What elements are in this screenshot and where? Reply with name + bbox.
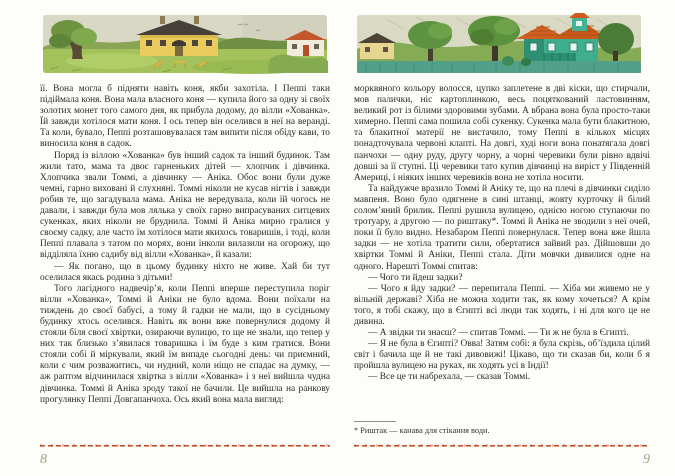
page-number-left: 8 xyxy=(40,452,47,467)
body-paragraph: — Все це ти набрехала, — сказав Томмі. xyxy=(368,372,531,383)
body-paragraph: — Чого ти йдеш задки? xyxy=(368,272,463,283)
right-page-text xyxy=(354,84,650,419)
body-paragraph: Та найдужче вразило Томмі й Аніку те, що на плечі в дівчинки сиділо мавпеня. Воно було одягнене в сині штанці, жовту курточку й білий солом’яний брилик. Пеппі рушила вулицею, однією ногою ступаючи по тротуару, а другою — по риштаку*. Томмі й Аніка не зводили з неї очей, поки її було видно. Незабаром Пеппі повернулася. Тепер вона вже йшла задки — не хотіла тратити сили, обертатися зайвий раз. Дійшовши до хвіртки Томмі й Аніки, Пеппі стала. Діти мовчки дивилися одне на одного. Нарешті Томмі спитав: xyxy=(354,183,650,272)
footnote: * Риштак — канава для стікання води. xyxy=(354,426,490,435)
left-page-footer xyxy=(40,444,330,468)
body-paragraph: — А звідки ти знаєш? — спитав Томмі. — Ти ж не була в Єгипті. xyxy=(368,328,629,339)
body-paragraph: — Чого я йду задки? — перепитала Пеппі. — Хіба ми живемо не у вільній державі? Хіба не можна ходити так, як кому хочеться? А крім того, я тобі скажу, що в Єгипті всі люди так ходять, і ні для кого це не дивина. xyxy=(354,283,650,327)
right-page-illustration xyxy=(356,13,648,75)
decorative-dashed-rule xyxy=(40,444,330,447)
left-page-text xyxy=(40,84,330,444)
body-paragraph: Того лагідного надвечір’я, коли Пеппі вперше переступила поріг вілли «Хованка», Томмі й Аніки не було вдома. Вони поїхали на тиждень до своєї бабусі, а тому й гадки не мали, що в сусідньому будинку хтось оселився. Навіть як вони вже повернулися додому й стояли біля своєї хвіртки, озираючи вулицю, то ще не знали, що тепер у них так близько з’явилася товаришка і їм буде з ким гратися. Вони стояли собі й міркували, який їм випаде сьогодні день: чи приємний, коли є чим розважитись, чи нудний, коли ніщо не спадає на думку, — аж раптом відчинилася хвіртка з вілли «Хованка» і з неї вийшла чудна дівчинка. Томмі й Аніка зроду такої не бачили. Це вийшла на ранкову прогулянку Пеппі Довгапанчоха. Ось який вона мала вигляд: xyxy=(40,283,330,405)
yellow-farmhouse-meadow-illustration xyxy=(42,13,328,75)
left-page xyxy=(40,10,330,468)
right-page xyxy=(354,10,650,468)
body-paragraph: — Я не була в Єгипті? Овва! Затям собі: я була скрізь, об’їздила цілий світ і бачила ще й не такі дивовижі! Цікаво, що ти сказав би, коли б я пройшла вулицею на руках, як ходять усі в Індії! xyxy=(354,339,650,372)
right-page-footer xyxy=(354,419,650,468)
decorative-dashed-rule xyxy=(354,444,650,447)
left-page-illustration xyxy=(42,13,328,75)
body-paragraph: — Як погано, що в цьому будинку ніхто не живе. Хай би тут оселилася якась родина з дітьми! xyxy=(40,261,330,283)
body-paragraph: Поряд із віллою «Хованка» був інший садок та інший будинок. Там жили тато, мама та двоє гарненьких дітей — хлопчик і дівчинка. Хлопчика звали Томмі, а дівчинку — Аніка. Обоє вони були дуже чемні, гарно виховані й слухняні. Томмі ніколи не кусав нігтів і завжди робив те, що загадувала мама. Аніка не вередувала, коли їй чогось не давали, і завжди була мов лялька у своїх гарно випрасуваних ситцевих сукенках, яких ніколи не бруднила. Томмі й Аніка мирно гралися у своєму садку, але часто їм хотілося мати якихось товаришів, і тоді, коли Пеппі плавала з татом по морях, вони інколи вилазили на огорожу, що відділяла їхню садибу від вілли «Хованка», й казали: xyxy=(40,150,330,261)
body-paragraph: її. Вона могла б підняти навіть коня, якби захотіла. І Пеппі таки підіймала коня. Вона мала власного коня — купила його за одну зі своїх золотих монет того самого дня, як прибула додому, до вілли «Хованка». Їй завжди хотілося мати коня. І ось тепер він оселився в неї на веранді. Та коли, бувало, Пеппі розташовувалася там випити після обіду кави, то виносила коня в садок. xyxy=(40,84,330,150)
page-number-right: 9 xyxy=(643,452,650,467)
green-villa-trees-illustration xyxy=(356,13,642,75)
footnote-separator xyxy=(354,421,396,422)
body-paragraph: морквяного кольору волосся, цупко заплетене в дві кіски, що стирчали, мов палички, ніс картоплинкою, весь поцяткований ластовинням, великий рот із білими здоровими зубами. А вбрана вона була просто-таки химерно. Пеппі сама пошила собі сукенку. Сукенка мала бути блакитною, та блакитної матерії не вистачило, тому Пеппі в кількох місцях понадточувала червоні клапті. На довгі, худі ноги вона понатягала довгі панчохи — одну руду, другу чорну, а чорні черевики були рівно вдвічі довші за її ступні. Ці черевики тато купив дівчинці на виріст у Південній Америці, і ніяких інших черевиків вона не хотіла носити. xyxy=(354,84,650,183)
